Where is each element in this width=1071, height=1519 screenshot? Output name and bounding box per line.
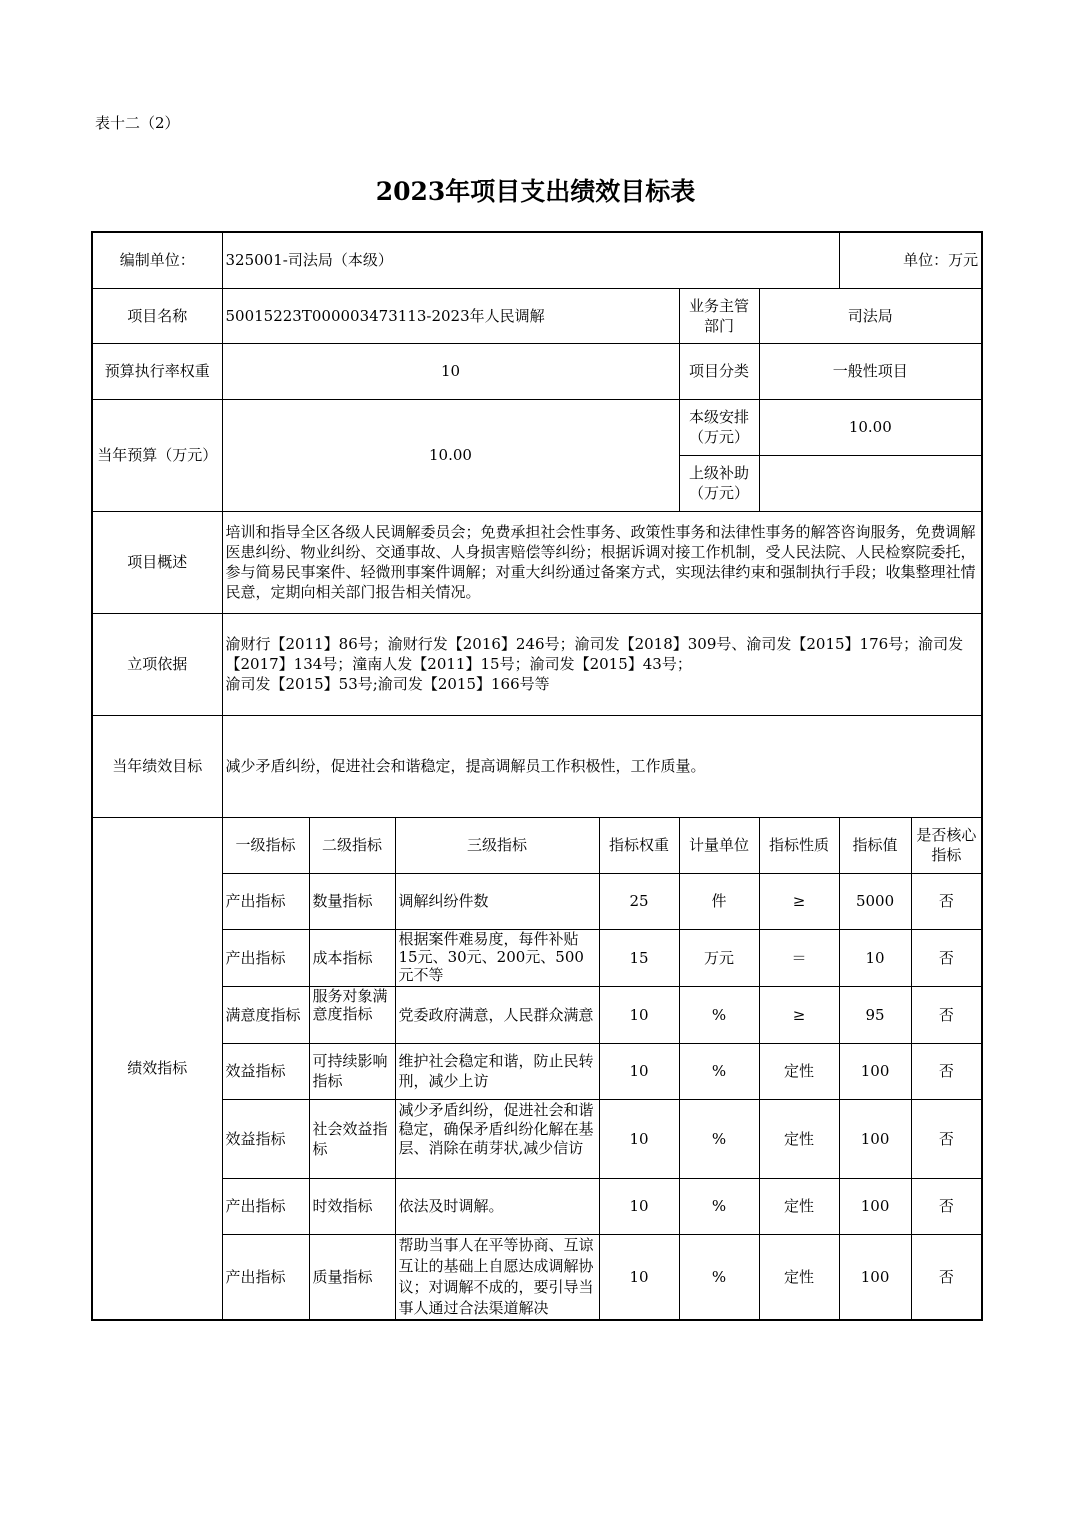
indicator-unit: % [679, 1043, 759, 1099]
indicator-nature: 定性 [759, 1178, 839, 1234]
indicator-level2-text: 服务对象满意度指标 [312, 986, 388, 1023]
category-label: 项目分类 [679, 343, 759, 399]
header-level3: 三级指标 [395, 817, 599, 873]
indicator-value: 95 [839, 986, 911, 1043]
indicator-level1: 效益指标 [222, 1043, 309, 1099]
header-unit: 计量单位 [679, 817, 759, 873]
dept-label: 业务主管部门 [679, 288, 759, 343]
overview-label: 项目概述 [92, 511, 222, 613]
header-core: 是否核心指标 [911, 817, 982, 873]
indicator-unit: 件 [679, 873, 759, 929]
indicator-weight: 15 [599, 929, 679, 986]
overview-value: 培训和指导全区各级人民调解委员会；免费承担社会性事务、政策性事务和法律性事务的解答咨询服务，免费调解医患纠纷、物业纠纷、交通事故、人身损害赔偿等纠纷；根据诉调对接工作机制，受人民法院、人民检察院委托，参与简易民事案件、轻微刑事案件调解；对重大纠纷通过备案方式，实现法律约束和强制执行手段；收集整理社情民意，定期向相关部门报告相关情况。 [222, 511, 982, 613]
indicator-row [92, 873, 982, 929]
indicator-level3 [395, 929, 599, 986]
indicator-level3-text: 减少矛盾纠纷，促进社会和谐稳定，确保矛盾纠纷化解在基层、消除在萌芽状,减少信访 [398, 1100, 594, 1157]
indicator-weight: 10 [599, 986, 679, 1043]
local-funding-value: 10.00 [759, 399, 982, 455]
indicator-unit: % [679, 986, 759, 1043]
indicator-unit: 万元 [679, 929, 759, 986]
indicator-level1: 产出指标 [222, 1234, 309, 1320]
indicator-value: 100 [839, 1043, 911, 1099]
indicator-level1: 满意度指标 [222, 986, 309, 1043]
project-name-value: 50015223T000003473113-2023年人民调解 [222, 288, 679, 343]
indicator-level2: 时效指标 [309, 1178, 395, 1234]
table-caption: 表十二（2） [95, 114, 180, 132]
indicator-level3: 依法及时调解。 [395, 1178, 599, 1234]
basis-label: 立项依据 [92, 613, 222, 715]
indicator-weight: 10 [599, 1178, 679, 1234]
indicator-core: 否 [911, 929, 982, 986]
indicator-value: 100 [839, 1234, 911, 1320]
indicator-core: 否 [911, 986, 982, 1043]
indicator-nature: ＝ [759, 929, 839, 986]
indicator-row [92, 1043, 982, 1099]
header-row [92, 232, 982, 288]
indicator-level3-text: 帮助当事人在平等协商、互谅互让的基础上自愿达成调解协议；对调解不成的，要引导当事人通过合法渠道解决 [398, 1235, 594, 1317]
local-funding-label: 本级安排（万元） [679, 399, 759, 455]
currency-label: 单位：万元 [839, 232, 982, 288]
indicator-value: 5000 [839, 873, 911, 929]
header-value: 指标值 [839, 817, 911, 873]
category-value: 一般性项目 [759, 343, 982, 399]
indicator-core: 否 [911, 873, 982, 929]
indicator-core: 否 [911, 1099, 982, 1178]
indicator-level2: 可持续影响指标 [309, 1043, 395, 1099]
project-name-row [92, 288, 982, 343]
annual-budget-label: 当年预算（万元） [92, 399, 222, 511]
indicator-level3: 维护社会稳定和谐，防止民转刑，减少上访 [395, 1043, 599, 1099]
budget-row-1 [92, 399, 982, 455]
indicator-level2: 成本指标 [309, 929, 395, 986]
annual-budget-value: 10.00 [222, 399, 679, 511]
indicator-level3: 党委政府满意，人民群众满意 [395, 986, 599, 1043]
indicator-level3 [395, 1099, 599, 1178]
indicator-row [92, 986, 982, 1043]
indicator-value: 100 [839, 1099, 911, 1178]
basis-value [222, 613, 982, 715]
budget-weight-value: 10 [222, 343, 679, 399]
header-level1: 一级指标 [222, 817, 309, 873]
indicator-header-row [92, 817, 982, 873]
goal-row [92, 715, 982, 817]
indicator-value: 10 [839, 929, 911, 986]
indicator-weight: 25 [599, 873, 679, 929]
indicator-level3 [395, 1234, 599, 1320]
indicator-value: 100 [839, 1178, 911, 1234]
performance-table [91, 231, 983, 1321]
budget-weight-label: 预算执行率权重 [92, 343, 222, 399]
indicator-level2: 社会效益指标 [309, 1099, 395, 1178]
basis-line-1: 渝财行【2011】86号；渝财行发【2016】246号；渝司发【2018】309号、渝司发【2015】176号；渝司发【2017】134号；潼南人发【2011】15号；渝司发【2015】43号； [225, 635, 964, 673]
upper-funding-value [759, 455, 982, 511]
indicator-weight: 10 [599, 1099, 679, 1178]
indicator-weight: 10 [599, 1043, 679, 1099]
indicator-nature: 定性 [759, 1234, 839, 1320]
indicator-unit: % [679, 1178, 759, 1234]
indicator-level1: 产出指标 [222, 1178, 309, 1234]
basis-line-2: 渝司发【2015】53号;渝司发【2015】166号等 [225, 675, 550, 693]
page-title: 2023年项目支出绩效目标表 [375, 177, 696, 206]
indicator-level2: 数量指标 [309, 873, 395, 929]
project-name-label: 项目名称 [92, 288, 222, 343]
indicator-core: 否 [911, 1178, 982, 1234]
indicator-row [92, 1099, 982, 1178]
indicator-weight: 10 [599, 1234, 679, 1320]
indicator-nature: 定性 [759, 1099, 839, 1178]
indicator-row [92, 1178, 982, 1234]
indicator-core: 否 [911, 1043, 982, 1099]
indicator-row [92, 1234, 982, 1320]
indicator-nature: ≥ [759, 873, 839, 929]
indicator-nature: ≥ [759, 986, 839, 1043]
indicator-level1: 产出指标 [222, 929, 309, 986]
indicator-core: 否 [911, 1234, 982, 1320]
overview-row [92, 511, 982, 613]
indicator-nature: 定性 [759, 1043, 839, 1099]
indicator-level3-text: 根据案件难易度，每件补贴15元、30元、200元、500元不等 [398, 929, 584, 984]
goal-label: 当年绩效目标 [92, 715, 222, 817]
indicator-level3: 调解纠纷件数 [395, 873, 599, 929]
header-level2: 二级指标 [309, 817, 395, 873]
indicator-level1: 效益指标 [222, 1099, 309, 1178]
indicator-level2 [309, 986, 395, 1043]
indicator-row [92, 929, 982, 986]
unit-value: 325001-司法局（本级） [222, 232, 839, 288]
upper-funding-label: 上级补助（万元） [679, 455, 759, 511]
unit-label: 编制单位： [92, 232, 222, 288]
header-nature: 指标性质 [759, 817, 839, 873]
indicator-level2: 质量指标 [309, 1234, 395, 1320]
indicator-unit: % [679, 1234, 759, 1320]
header-weight: 指标权重 [599, 817, 679, 873]
budget-weight-row [92, 343, 982, 399]
indicator-section-label: 绩效指标 [92, 817, 222, 1320]
basis-row [92, 613, 982, 715]
indicator-level1: 产出指标 [222, 873, 309, 929]
indicator-unit: % [679, 1099, 759, 1178]
goal-value: 减少矛盾纠纷，促进社会和谐稳定，提高调解员工作积极性，工作质量。 [222, 715, 982, 817]
dept-value: 司法局 [759, 288, 982, 343]
